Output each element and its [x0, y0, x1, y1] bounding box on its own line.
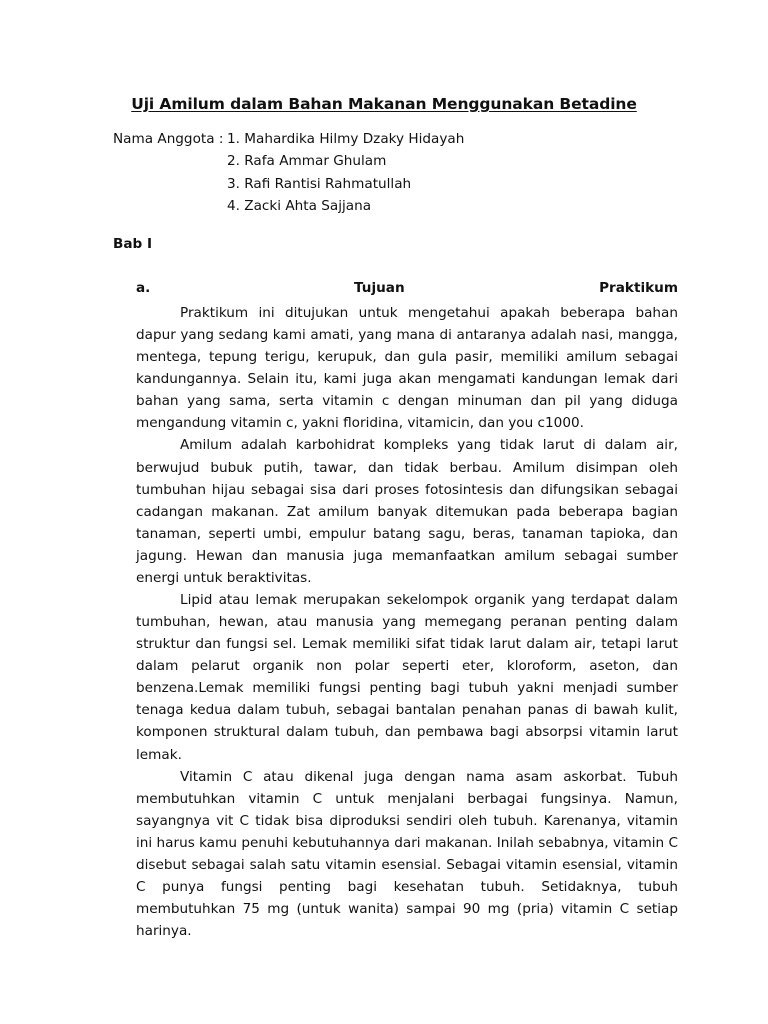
members-list [227, 128, 464, 217]
section-letter: a. [136, 280, 151, 296]
member-item: 4. Zacki Ahta Sajjana [227, 197, 372, 214]
body-text [136, 302, 678, 942]
member-item: 2. Rafa Ammar Ghulam [227, 153, 387, 170]
paragraph-purpose: Praktikum ini ditujukan untuk mengetahui apakah beberapa bahan dapur yang sedang kami amati, yang mana di antaranya adalah nasi, mangga, mentega, tepung terigu, kerupuk, dan gula pasir, memiliki amilum sebagai kandungannya. Selain itu, kami juga akan mengamati kandungan lemak dari bahan yang sama, serta vitamin c dengan minuman dan pil yang diduga mengandung vitamin c, yakni floridina, vitamicin, dan you c1000. [136, 305, 678, 432]
section-title-word: Praktikum [599, 280, 678, 296]
section-heading [136, 280, 678, 300]
section-title-word: Tujuan [354, 280, 405, 296]
paragraph-lipid: Lipid atau lemak merupakan sekelompok organik yang terdapat dalam tumbuhan, hewan, atau manusia yang memegang peranan penting dalam struktur dan fungsi sel. Lemak memiliki sifat tidak larut dalam air, tetapi larut dalam pelarut organik non polar seperti eter, kloroform, aseton, dan benzena.Lemak memiliki fungsi penting bagi tubuh yakni menjadi sumber tenaga kedua dalam tubuh, sebagai bantalan penahan panas di bawah kulit, komponen struktural dalam tubuh, dan pembawa bagi absorpsi vitamin larut lemak. [136, 592, 678, 763]
member-item: 3. Rafi Rantisi Rahmatullah [227, 175, 412, 192]
paragraph-amilum: Amilum adalah karbohidrat kompleks yang tidak larut di dalam air, berwujud bubuk putih, tawar, dan tidak berbau. Amilum disimpan oleh tumbuhan hijau sebagai sisa dari proses fotosintesis dan difungsikan sebagai cadangan makanan. Zat amilum banyak ditemukan pada beberapa bagian tanaman, seperti umbi, empulur batang sagu, beras, tanaman tapioka, dan jagung. Hewan dan manusia juga memanfaatkan amilum sebagai sumber energi untuk beraktivitas. [136, 437, 678, 586]
member-item: 1. Mahardika Hilmy Dzaky Hidayah [227, 131, 465, 147]
members-label: Nama Anggota : [113, 131, 224, 147]
paragraph-vitamin-c: Vitamin C atau dikenal juga dengan nama asam askorbat. Tubuh membutuhkan vitamin C untuk menjalani berbagai fungsinya. Namun, sayangnya vit C tidak bisa diproduksi sendiri oleh tubuh. Karenanya, vitamin ini harus kamu penuhi kebutuhannya dari makanan. Inilah sebabnya, vitamin C disebut sebagai salah satu vitamin esensial. Sebagai vitamin esensial, vitamin C punya fungsi penting bagi kesehatan tubuh. Setidaknya, tubuh membutuhkan 75 mg (untuk wanita) sampai 90 mg (pria) vitamin C setiap harinya. [136, 768, 678, 940]
chapter-heading: Bab I [113, 236, 153, 252]
document-title: Uji Amilum dalam Bahan Makanan Menggunakan Betadine [131, 95, 637, 113]
